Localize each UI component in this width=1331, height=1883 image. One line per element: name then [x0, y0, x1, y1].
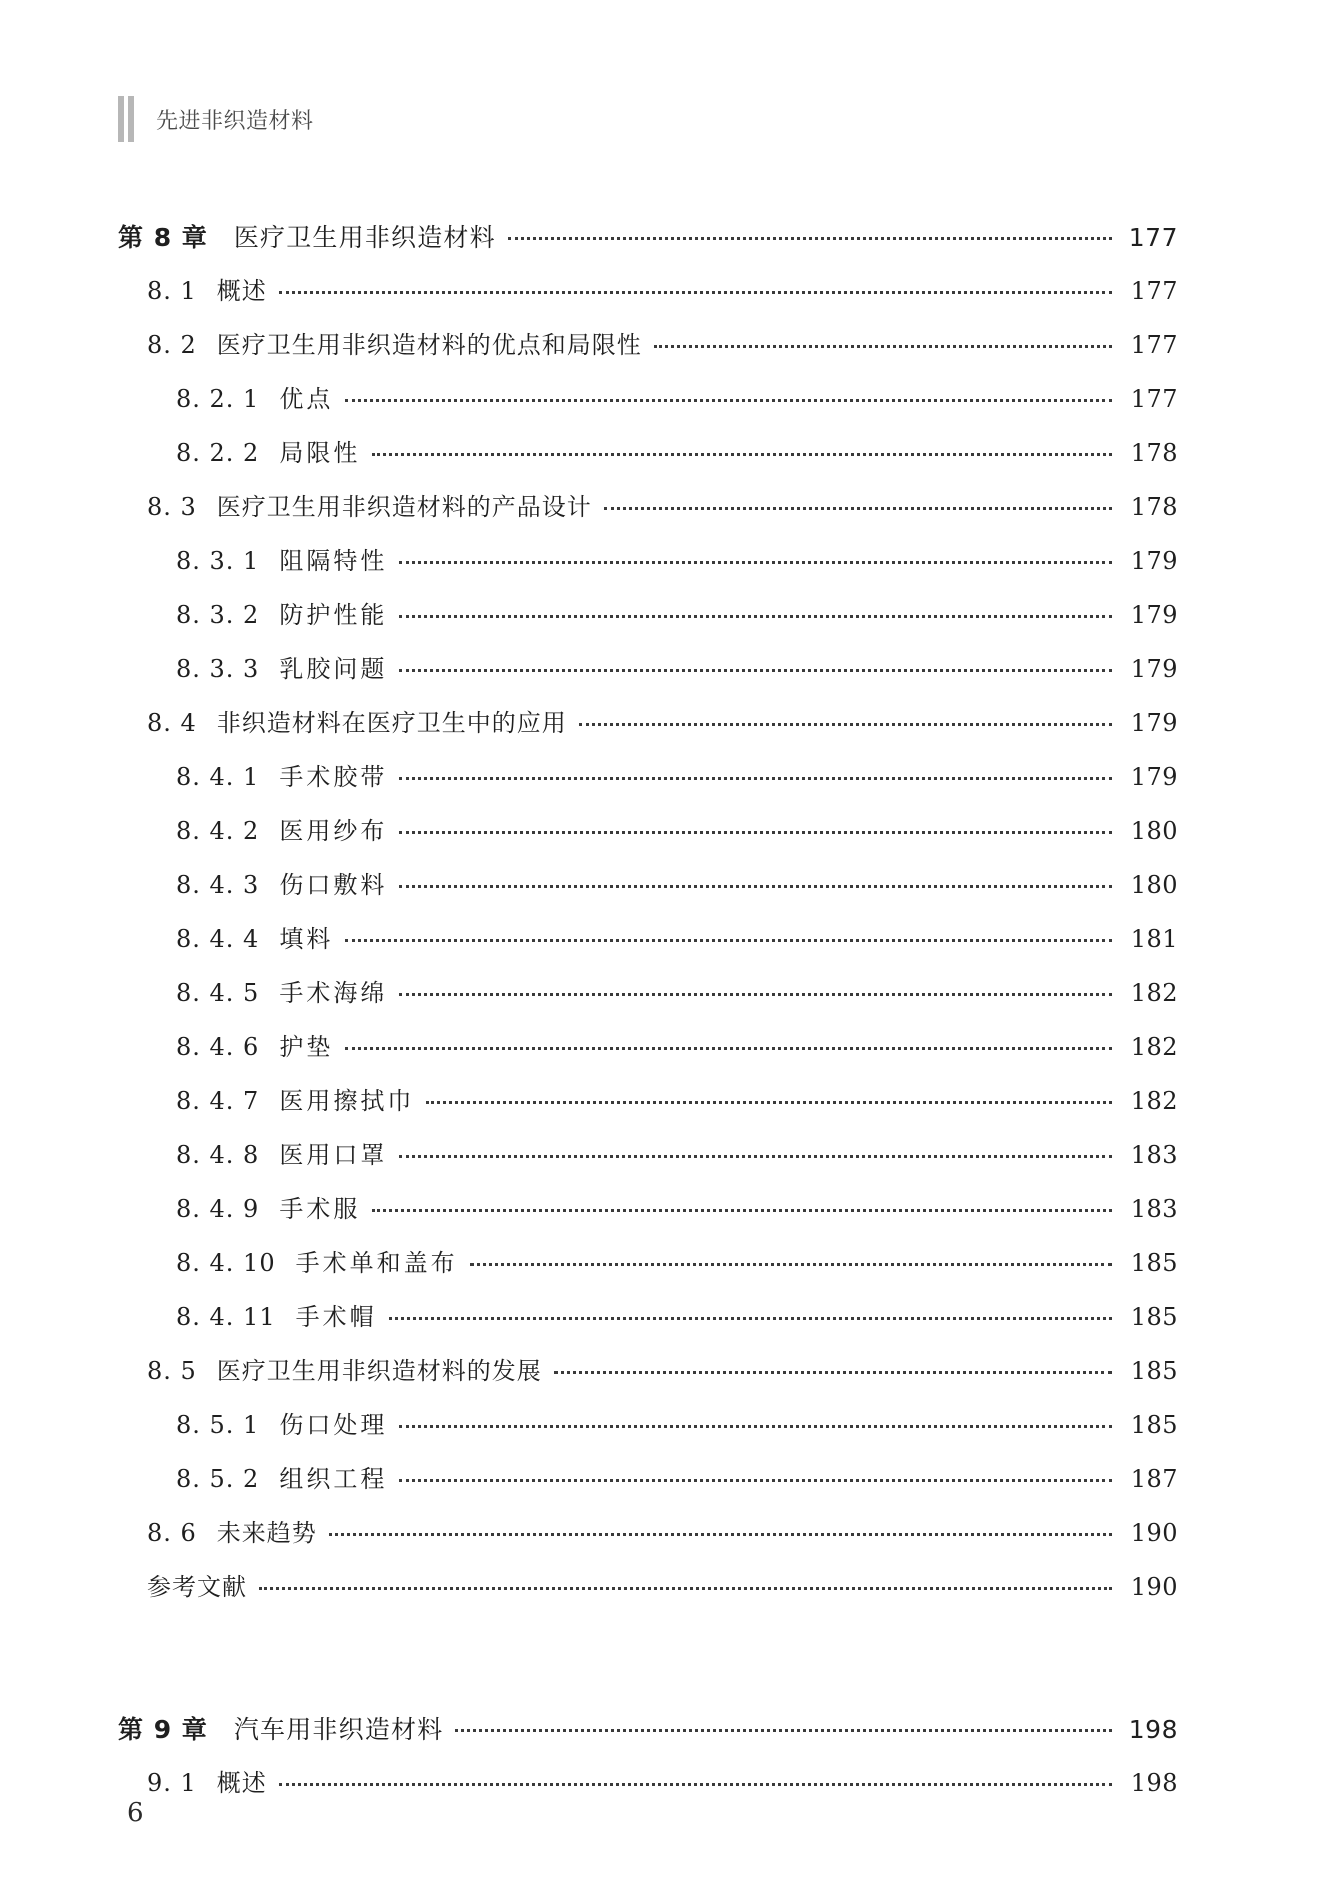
toc-entry-number: 8. 3. 1 — [176, 547, 260, 575]
toc-entry-page: 183 — [1130, 1141, 1178, 1169]
toc-entry-page: 177 — [1130, 385, 1178, 413]
toc-entry-number: 8. 4. 9 — [176, 1195, 260, 1223]
toc-entry-title: 医用口罩 — [279, 1141, 388, 1169]
dot-leader — [372, 1209, 1112, 1212]
toc-subsection-entry — [118, 804, 1178, 858]
toc-entry-title: 概述 — [216, 277, 267, 305]
toc-entry-number: 8. 4. 4 — [176, 925, 260, 953]
running-header — [118, 95, 314, 143]
toc-entry-page: 198 — [1128, 1714, 1178, 1744]
dot-leader — [399, 831, 1112, 834]
toc-chapter-8-section — [118, 210, 1178, 1614]
toc-subsection-entry — [118, 372, 1178, 426]
header-bar-left — [118, 96, 124, 142]
dot-leader — [426, 1101, 1112, 1104]
dot-leader — [279, 1783, 1112, 1786]
toc-entry-page: 187 — [1130, 1465, 1178, 1493]
toc-entry-page: 185 — [1130, 1411, 1178, 1439]
toc-entry-number: 9. 1 — [147, 1769, 197, 1797]
dot-leader — [259, 1587, 1112, 1590]
dot-leader — [654, 345, 1112, 348]
toc-entry-number: 8. 4. 3 — [176, 871, 260, 899]
header-bar-right — [128, 96, 134, 142]
toc-chapter-entry — [118, 1702, 1178, 1756]
toc-entry-number: 8. 3 — [147, 493, 197, 521]
toc-subsection-entry — [118, 1128, 1178, 1182]
dot-leader — [455, 1729, 1112, 1732]
toc-entry-title: 手术帽 — [295, 1303, 377, 1331]
toc-chapter-entry — [118, 210, 1178, 264]
toc-entry-number: 8. 1 — [147, 277, 197, 305]
toc-entry-page: 190 — [1130, 1573, 1178, 1601]
dot-leader — [345, 939, 1112, 942]
toc-section-entry — [118, 264, 1178, 318]
toc-chapter-9-section — [118, 1702, 1178, 1810]
toc-subsection-entry — [118, 966, 1178, 1020]
toc-entry-title: 医疗卫生用非织造材料 — [233, 222, 496, 252]
toc-subsection-entry — [118, 588, 1178, 642]
dot-leader — [399, 1425, 1112, 1428]
dot-leader — [399, 561, 1112, 564]
toc-entry-title: 医疗卫生用非织造材料的产品设计 — [216, 493, 592, 521]
toc-entry-title: 优点 — [279, 385, 334, 413]
toc-entry-title: 组织工程 — [279, 1465, 388, 1493]
toc-entry-title: 伤口敷料 — [279, 871, 388, 899]
toc-entry-title: 局限性 — [279, 439, 361, 467]
toc-entry-page: 185 — [1130, 1357, 1178, 1385]
page-number: 6 — [127, 1798, 144, 1828]
toc-entry-number: 8. 4. 10 — [176, 1249, 276, 1277]
toc-entry-title: 汽车用非织造材料 — [233, 1714, 444, 1744]
toc-entry-number: 8. 4. 2 — [176, 817, 260, 845]
toc-subsection-entry — [118, 1398, 1178, 1452]
toc-entry-number: 8. 6 — [147, 1519, 197, 1547]
toc-entry-page: 180 — [1130, 871, 1178, 899]
toc-section-entry — [118, 696, 1178, 750]
toc-entry-title: 概述 — [216, 1769, 267, 1797]
toc-subsection-entry — [118, 534, 1178, 588]
toc-entry-page: 178 — [1130, 493, 1178, 521]
toc-entry-title: 非织造材料在医疗卫生中的应用 — [216, 709, 567, 737]
toc-entry-page: 177 — [1128, 222, 1178, 252]
toc-entry-page: 183 — [1130, 1195, 1178, 1223]
toc-entry-number: 第 9 章 — [118, 1714, 208, 1744]
toc-entry-page: 185 — [1130, 1249, 1178, 1277]
toc-entry-page: 179 — [1130, 655, 1178, 683]
toc-subsection-entry — [118, 750, 1178, 804]
toc-entry-page: 179 — [1130, 763, 1178, 791]
toc-section-entry — [118, 1506, 1178, 1560]
toc-entry-number: 8. 5 — [147, 1357, 197, 1385]
dot-leader — [399, 1155, 1112, 1158]
toc-subsection-entry — [118, 1452, 1178, 1506]
toc-section-entry — [118, 1560, 1178, 1614]
dot-leader — [399, 1479, 1112, 1482]
dot-leader — [399, 777, 1112, 780]
toc-subsection-entry — [118, 1182, 1178, 1236]
toc-subsection-entry — [118, 1290, 1178, 1344]
toc-entry-title: 乳胶问题 — [279, 655, 388, 683]
toc-entry-number: 8. 4. 11 — [176, 1303, 276, 1331]
toc-entry-number: 8. 4. 6 — [176, 1033, 260, 1061]
toc-entry-page: 177 — [1130, 331, 1178, 359]
dot-leader — [579, 723, 1112, 726]
toc-entry-title: 参考文献 — [147, 1573, 247, 1601]
toc-entry-title: 伤口处理 — [279, 1411, 388, 1439]
toc-section-entry — [118, 1756, 1178, 1810]
toc-entry-page: 198 — [1130, 1769, 1178, 1797]
toc-entry-title: 手术单和盖布 — [295, 1249, 458, 1277]
toc-entry-number: 8. 2. 2 — [176, 439, 260, 467]
toc-entry-title: 填料 — [279, 925, 334, 953]
dot-leader — [399, 669, 1112, 672]
toc-entry-page: 181 — [1130, 925, 1178, 953]
toc-entry-title: 手术胶带 — [279, 763, 388, 791]
toc-entry-page: 179 — [1130, 601, 1178, 629]
toc-section-entry — [118, 1344, 1178, 1398]
toc-entry-page: 182 — [1130, 1033, 1178, 1061]
toc-entry-number: 8. 5. 1 — [176, 1411, 260, 1439]
toc-subsection-entry — [118, 912, 1178, 966]
dot-leader — [470, 1263, 1112, 1266]
toc-entry-title: 医用擦拭巾 — [279, 1087, 415, 1115]
toc-subsection-entry — [118, 642, 1178, 696]
dot-leader — [554, 1371, 1112, 1374]
toc-entry-page: 182 — [1130, 979, 1178, 1007]
dot-leader — [345, 399, 1112, 402]
dot-leader — [279, 291, 1112, 294]
toc-entry-title: 未来趋势 — [216, 1519, 317, 1547]
toc-entry-title: 医疗卫生用非织造材料的发展 — [216, 1357, 542, 1385]
dot-leader — [604, 507, 1112, 510]
toc-entry-title: 医疗卫生用非织造材料的优点和局限性 — [216, 331, 642, 359]
toc-entry-title: 医用纱布 — [279, 817, 388, 845]
toc-entry-title: 手术海绵 — [279, 979, 388, 1007]
toc-entry-number: 8. 3. 2 — [176, 601, 260, 629]
toc-subsection-entry — [118, 1236, 1178, 1290]
dot-leader — [372, 453, 1112, 456]
dot-leader — [399, 615, 1112, 618]
toc-entry-number: 8. 4. 5 — [176, 979, 260, 1007]
toc-entry-number: 8. 3. 3 — [176, 655, 260, 683]
toc-entry-title: 阻隔特性 — [279, 547, 388, 575]
dot-leader — [399, 993, 1112, 996]
toc-entry-page: 180 — [1130, 817, 1178, 845]
dot-leader — [399, 885, 1112, 888]
toc-entry-number: 8. 5. 2 — [176, 1465, 260, 1493]
dot-leader — [389, 1317, 1112, 1320]
toc-entry-number: 8. 2. 1 — [176, 385, 260, 413]
toc-entry-number: 8. 4. 7 — [176, 1087, 260, 1115]
header-bars — [118, 96, 136, 142]
toc-entry-title: 防护性能 — [279, 601, 388, 629]
toc-entry-number: 8. 4. 8 — [176, 1141, 260, 1169]
dot-leader — [329, 1533, 1112, 1536]
toc-section-entry — [118, 318, 1178, 372]
toc-entry-title: 护垫 — [279, 1033, 334, 1061]
toc-entry-page: 177 — [1130, 277, 1178, 305]
toc-entry-page: 185 — [1130, 1303, 1178, 1331]
toc-entry-number: 8. 2 — [147, 331, 197, 359]
toc-section-entry — [118, 480, 1178, 534]
toc-entry-page: 178 — [1130, 439, 1178, 467]
running-header-title: 先进非织造材料 — [156, 108, 314, 134]
table-of-contents — [118, 210, 1178, 1810]
toc-entry-page: 190 — [1130, 1519, 1178, 1547]
toc-subsection-entry — [118, 858, 1178, 912]
toc-entry-number: 8. 4 — [147, 709, 197, 737]
toc-entry-number: 8. 4. 1 — [176, 763, 260, 791]
dot-leader — [345, 1047, 1112, 1050]
toc-entry-title: 手术服 — [279, 1195, 361, 1223]
toc-entry-page: 179 — [1130, 547, 1178, 575]
toc-subsection-entry — [118, 1074, 1178, 1128]
toc-entry-page: 182 — [1130, 1087, 1178, 1115]
toc-entry-page: 179 — [1130, 709, 1178, 737]
dot-leader — [508, 237, 1112, 240]
toc-subsection-entry — [118, 426, 1178, 480]
toc-entry-number: 第 8 章 — [118, 222, 208, 252]
toc-subsection-entry — [118, 1020, 1178, 1074]
